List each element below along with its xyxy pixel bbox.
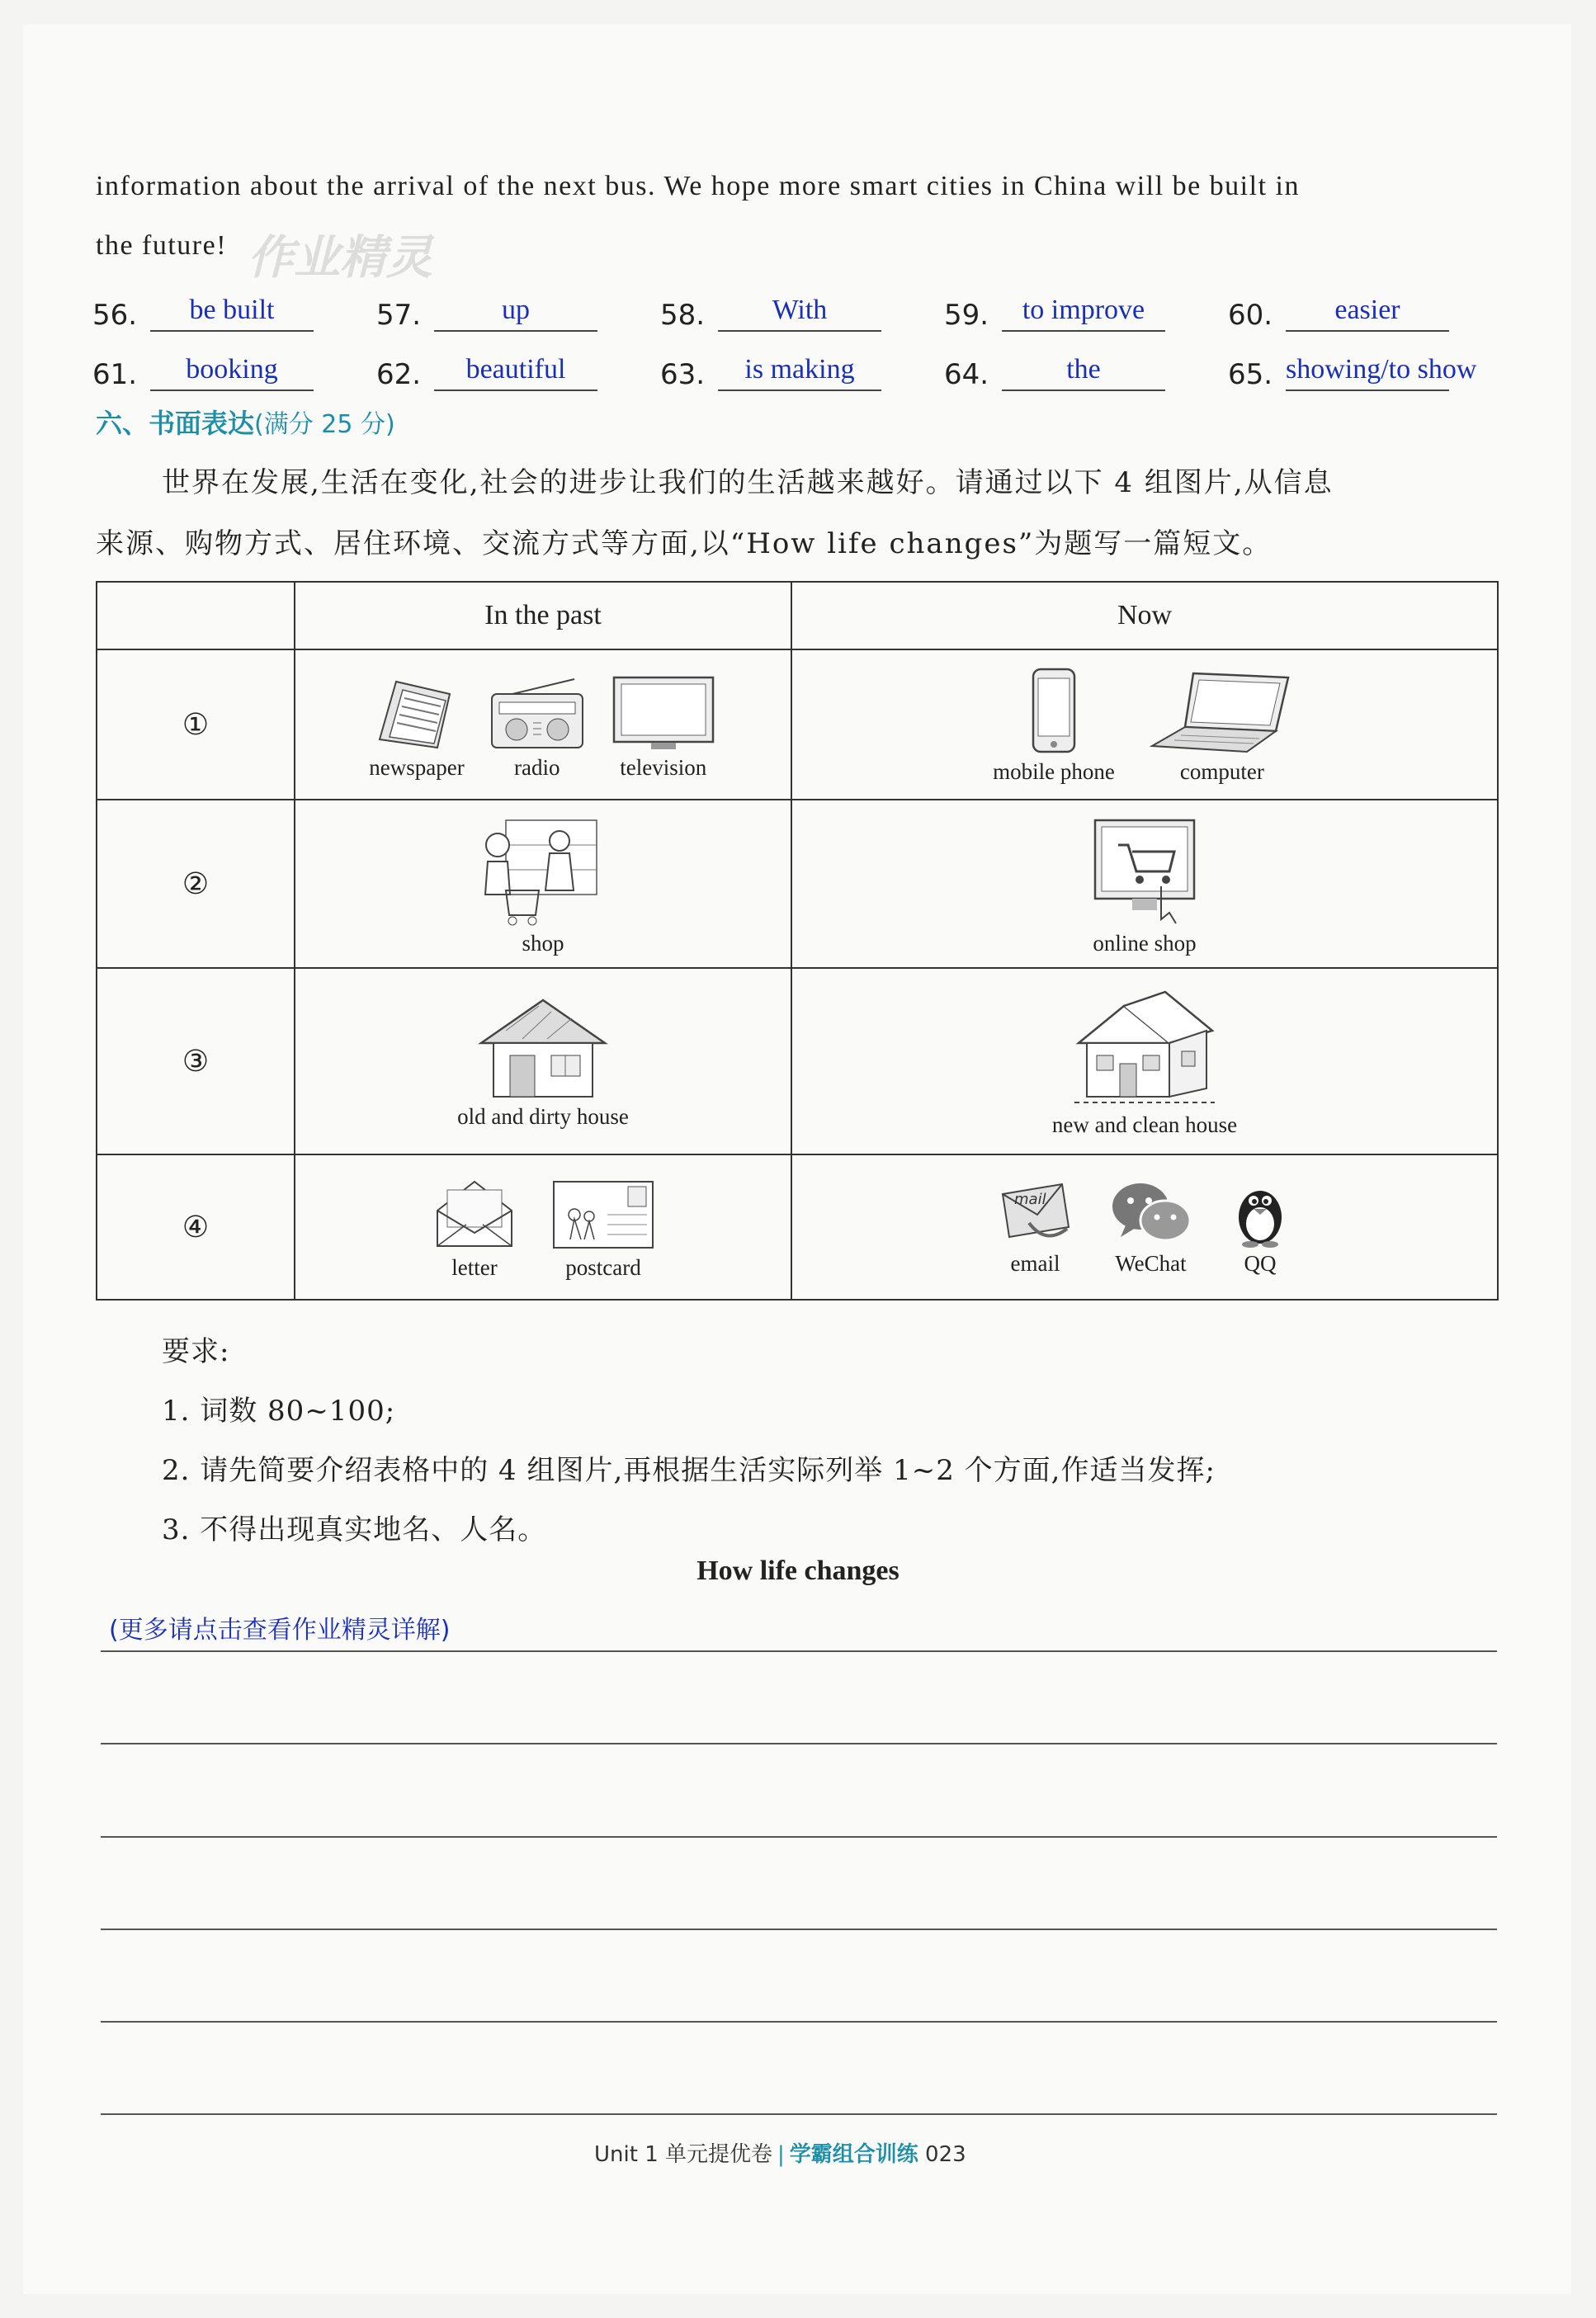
footer-page-number: 023 xyxy=(925,2142,966,2167)
answer-item xyxy=(660,294,944,332)
watermark: 作业精灵 xyxy=(248,231,432,285)
answer-item xyxy=(376,353,660,391)
computer-picture xyxy=(1148,669,1296,785)
television-picture xyxy=(610,673,717,781)
row-mark: ③ xyxy=(97,968,295,1154)
answer-number: 64. xyxy=(944,358,989,391)
svg-text:mail: mail xyxy=(1014,1191,1046,1208)
writing-line xyxy=(101,2021,1497,2023)
mobile-phone-picture xyxy=(993,665,1115,785)
mobile-phone-label: mobile phone xyxy=(993,758,1115,784)
television-icon xyxy=(610,673,717,752)
footer-separator: | xyxy=(777,2142,785,2167)
radio-icon xyxy=(488,677,587,752)
answer-text: to improve xyxy=(1002,294,1165,332)
table-row xyxy=(97,968,1498,1154)
shop-icon xyxy=(473,812,613,928)
newspaper-icon xyxy=(371,669,462,752)
header-past: In the past xyxy=(295,582,791,649)
qq-picture xyxy=(1227,1178,1293,1277)
row-mark: ② xyxy=(97,800,295,968)
new-house-icon xyxy=(1070,985,1219,1109)
wechat-icon xyxy=(1107,1178,1194,1248)
writing-line xyxy=(101,1743,1497,1744)
online-shop-icon xyxy=(1087,812,1202,928)
letter-icon xyxy=(429,1173,520,1252)
email-picture xyxy=(996,1178,1074,1277)
answer-text: booking xyxy=(150,353,314,391)
page-footer xyxy=(594,2137,966,2168)
writing-line xyxy=(101,1650,1497,1652)
answer-number: 60. xyxy=(1228,299,1273,332)
section-title xyxy=(96,403,395,441)
now-cell xyxy=(791,1154,1498,1300)
answer-row xyxy=(92,272,1512,332)
computer-label: computer xyxy=(1179,758,1264,784)
passage-line-2: the future! xyxy=(96,230,228,261)
radio-label: radio xyxy=(513,754,560,780)
letter-picture xyxy=(429,1173,520,1281)
television-label: television xyxy=(620,754,707,780)
wechat-label: WeChat xyxy=(1115,1251,1187,1276)
row-mark: ④ xyxy=(97,1154,295,1300)
footer-brand: 学霸组合训练 xyxy=(789,2142,918,2167)
qq-penguin-icon xyxy=(1227,1178,1293,1248)
header-now: Now xyxy=(791,582,1498,649)
new-house-label: new and clean house xyxy=(1051,1112,1238,1137)
past-cell xyxy=(295,800,791,968)
past-cell xyxy=(295,649,791,800)
radio-picture xyxy=(488,677,587,781)
answer-number: 61. xyxy=(92,358,138,391)
newspaper-label: newspaper xyxy=(369,754,465,780)
prompt-line-1: 世界在发展,生活在变化,社会的进步让我们的生活越来越好。请通过以下 4 组图片,从信息 xyxy=(162,466,1334,499)
table-row xyxy=(97,649,1498,800)
answer-number: 62. xyxy=(376,358,422,391)
newspaper-picture xyxy=(369,669,464,781)
writing-prompt xyxy=(96,452,1499,574)
answer-text: easier xyxy=(1286,294,1449,332)
section-heading: 六、书面表达 xyxy=(96,408,255,439)
requirement-item: 2. 请先简要介绍表格中的 4 组图片,再根据生活实际列举 1~2 个方面,作适当发挥; xyxy=(162,1454,1216,1487)
writing-line xyxy=(101,1836,1497,1838)
now-cell xyxy=(791,800,1498,968)
answer-text: be built xyxy=(150,294,314,332)
online-shop-label: online shop xyxy=(1093,930,1197,956)
requirement-item: 3. 不得出现真实地名、人名。 xyxy=(162,1513,547,1546)
answer-number: 59. xyxy=(944,299,989,332)
table-row xyxy=(97,800,1498,968)
postcard-icon xyxy=(550,1173,657,1252)
wechat-picture xyxy=(1107,1178,1194,1277)
requirements xyxy=(162,1322,1216,1560)
answer-item xyxy=(1228,353,1512,391)
qq-label: QQ xyxy=(1244,1251,1277,1276)
answer-item xyxy=(944,294,1228,332)
answer-number: 65. xyxy=(1228,358,1273,391)
requirement-item: 1. 词数 80~100; xyxy=(162,1395,396,1428)
old-house-icon xyxy=(473,994,613,1101)
section-score: (满分 25 分) xyxy=(254,410,395,439)
answer-item xyxy=(1228,294,1512,332)
letter-label: letter xyxy=(451,1255,498,1280)
writing-line xyxy=(101,2113,1497,2115)
table-header-row xyxy=(97,582,1498,649)
now-cell xyxy=(791,649,1498,800)
answer-text: beautiful xyxy=(434,353,597,391)
answer-number: 63. xyxy=(660,358,706,391)
more-details-link[interactable]: (更多请点击查看作业精灵详解) xyxy=(109,1616,451,1645)
answer-blanks xyxy=(92,272,1512,391)
answer-item xyxy=(92,294,376,332)
new-house-picture xyxy=(1052,985,1237,1138)
answer-text: the xyxy=(1002,353,1165,391)
laptop-icon xyxy=(1148,669,1296,756)
answer-item xyxy=(92,353,376,391)
picture-table xyxy=(96,581,1499,1301)
answer-item xyxy=(660,353,944,391)
answer-number: 56. xyxy=(92,299,138,332)
passage-line-1: information about the arrival of the next bus. We hope more smart cities in China will be built in xyxy=(96,171,1300,201)
answer-text: With xyxy=(718,294,881,332)
past-cell xyxy=(295,1154,791,1300)
requirements-heading: 要求: xyxy=(162,1335,230,1368)
shop-picture xyxy=(473,812,613,956)
header-empty xyxy=(97,582,295,649)
old-house-picture xyxy=(457,994,629,1130)
prompt-line-2: 来源、购物方式、居住环境、交流方式等方面,以“How life changes”为题写一篇短文。 xyxy=(96,527,1273,560)
online-shop-picture xyxy=(1087,812,1202,956)
old-house-label: old and dirty house xyxy=(457,1103,629,1129)
now-cell xyxy=(791,968,1498,1154)
footer-unit: Unit 1 单元提优卷 xyxy=(594,2142,772,2167)
past-cell xyxy=(295,968,791,1154)
email-icon xyxy=(996,1178,1074,1248)
answer-row xyxy=(92,332,1512,391)
essay-title: How life changes xyxy=(696,1556,900,1586)
shop-label: shop xyxy=(522,930,564,956)
writing-line xyxy=(101,1929,1497,1930)
answer-text: is making xyxy=(718,353,881,391)
email-label: email xyxy=(1010,1251,1060,1276)
answer-text: up xyxy=(434,294,597,332)
answer-item xyxy=(376,294,660,332)
postcard-picture xyxy=(550,1173,657,1281)
table-row xyxy=(97,1154,1498,1300)
row-mark: ① xyxy=(97,649,295,800)
postcard-label: postcard xyxy=(565,1255,641,1280)
mobile-phone-icon xyxy=(1025,665,1083,756)
answer-item xyxy=(944,353,1228,391)
answer-text: showing/to show xyxy=(1286,353,1449,391)
answer-number: 58. xyxy=(660,299,706,332)
answer-number: 57. xyxy=(376,299,422,332)
